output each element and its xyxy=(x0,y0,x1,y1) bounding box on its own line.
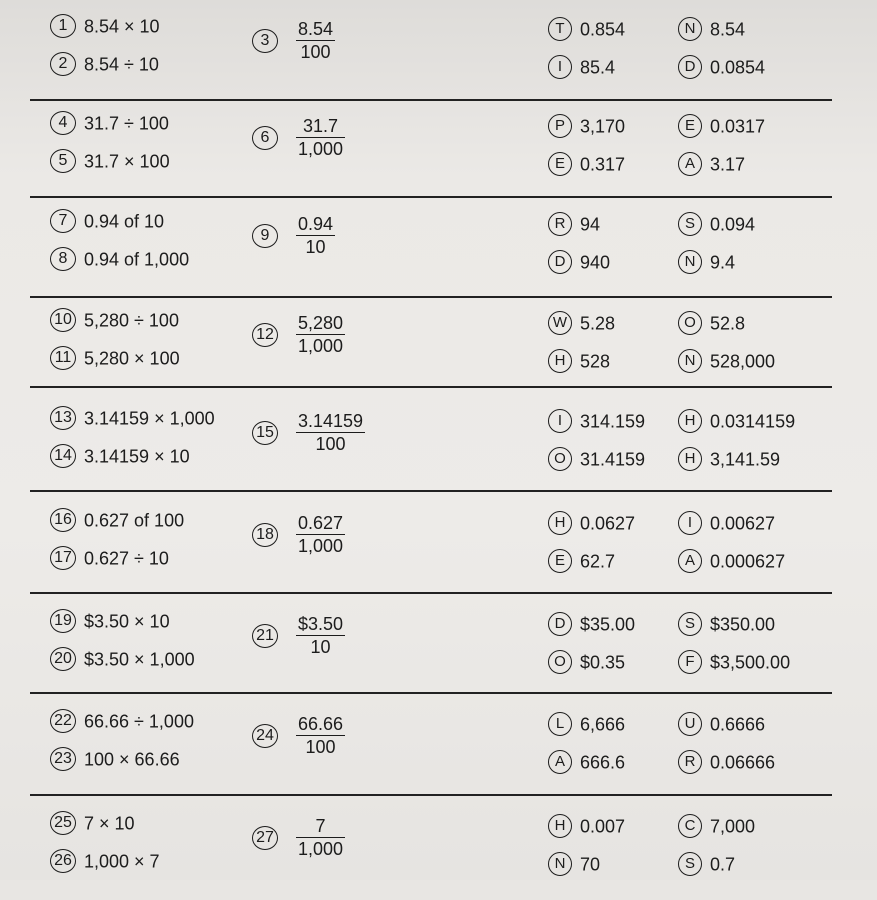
answer-value: 31.4159 xyxy=(580,449,646,470)
answer-value: 940 xyxy=(580,252,611,273)
fraction-numerator: 66.66 xyxy=(298,714,344,734)
problem-number: 25 xyxy=(50,811,76,835)
answer-value: 52.8 xyxy=(710,313,746,334)
answer-value: 94 xyxy=(580,214,601,235)
answer-value: 3.17 xyxy=(710,154,746,175)
answer-value: $35.00 xyxy=(580,614,636,635)
problem-number: 16 xyxy=(50,508,76,532)
answer-value: 3,141.59 xyxy=(710,449,781,470)
answer-letter: F xyxy=(678,650,702,674)
answer-value: 0.000627 xyxy=(710,551,786,572)
problem-number: 26 xyxy=(50,849,76,873)
problem-item xyxy=(50,208,164,233)
answer-choice xyxy=(548,310,615,335)
fraction-numerator: 3.14159 xyxy=(298,411,364,431)
answer-letter: L xyxy=(548,712,572,736)
problem-item xyxy=(50,545,169,570)
problem-item xyxy=(50,110,169,135)
answer-letter: R xyxy=(548,212,572,236)
problem-number: 8 xyxy=(50,247,76,271)
answer-choice xyxy=(678,548,785,573)
answer-value: 0.094 xyxy=(710,214,756,235)
answer-value: $3,500.00 xyxy=(710,652,791,673)
problem-section xyxy=(0,603,877,698)
answer-choice xyxy=(548,408,645,433)
answer-choice xyxy=(548,813,625,838)
answer-letter: N xyxy=(678,349,702,373)
problem-section xyxy=(0,302,877,397)
answer-letter: H xyxy=(678,409,702,433)
answer-value: 0.0317 xyxy=(710,116,766,137)
answer-letter: O xyxy=(548,650,572,674)
answer-choice xyxy=(548,211,600,236)
answer-letter: I xyxy=(548,55,572,79)
problem-number: 14 xyxy=(50,444,76,468)
answer-letter: N xyxy=(548,852,572,876)
answer-choice xyxy=(678,813,755,838)
fraction-denominator: 10 xyxy=(305,237,326,257)
problem-item xyxy=(50,148,170,173)
answer-choice xyxy=(548,711,625,736)
fraction-denominator: 1,000 xyxy=(298,839,344,859)
answer-choice xyxy=(678,851,735,876)
problem-number: 20 xyxy=(50,647,76,671)
fraction-problem xyxy=(252,18,335,63)
section-divider xyxy=(30,386,832,388)
problem-expression: 31.7 ÷ 100 xyxy=(84,113,169,134)
problem-expression: 8.54 ÷ 10 xyxy=(84,54,159,75)
problem-number: 27 xyxy=(252,826,278,850)
section-divider xyxy=(30,794,832,796)
answer-value: 0.6666 xyxy=(710,714,766,735)
answer-choice xyxy=(548,54,615,79)
fraction xyxy=(296,312,345,357)
problem-item xyxy=(50,307,179,332)
fraction-problem xyxy=(252,410,365,455)
answer-value: 0.0627 xyxy=(580,513,636,534)
answer-value: 0.317 xyxy=(580,154,626,175)
fraction-denominator: 1,000 xyxy=(298,139,344,159)
answer-value: 528,000 xyxy=(710,351,776,372)
problem-expression: $3.50 × 10 xyxy=(84,611,170,632)
problem-section xyxy=(0,805,877,900)
fraction-denominator: 1,000 xyxy=(298,536,344,556)
fraction-numerator: 31.7 xyxy=(296,115,345,138)
section-divider xyxy=(30,592,832,594)
answer-letter: H xyxy=(678,447,702,471)
problem-item xyxy=(50,810,135,835)
answer-choice xyxy=(548,348,610,373)
answer-choice xyxy=(678,113,765,138)
problem-number: 22 xyxy=(50,709,76,733)
answer-letter: N xyxy=(678,17,702,41)
problem-expression: 0.94 of 1,000 xyxy=(84,249,190,270)
answer-value: $0.35 xyxy=(580,652,626,673)
answer-choice xyxy=(678,54,765,79)
answer-value: 314.159 xyxy=(580,411,646,432)
problem-item xyxy=(50,13,160,38)
answer-value: 0.7 xyxy=(710,854,736,875)
answer-value: 0.0314159 xyxy=(710,411,796,432)
fraction-numerator: 0.627 xyxy=(298,513,344,533)
answer-letter: O xyxy=(548,447,572,471)
problem-number: 6 xyxy=(252,126,278,150)
answer-choice xyxy=(678,211,755,236)
answer-letter: P xyxy=(548,114,572,138)
section-divider xyxy=(30,99,832,101)
fraction-denominator: 10 xyxy=(310,637,331,657)
answer-letter: E xyxy=(678,114,702,138)
answer-value: 6,666 xyxy=(580,714,626,735)
answer-letter: I xyxy=(548,409,572,433)
fraction xyxy=(296,410,365,455)
answer-letter: U xyxy=(678,712,702,736)
answer-value: 62.7 xyxy=(580,551,616,572)
answer-letter: S xyxy=(678,212,702,236)
problem-number: 7 xyxy=(50,209,76,233)
fraction-problem xyxy=(252,213,335,258)
answer-choice xyxy=(548,16,625,41)
problem-number: 18 xyxy=(252,523,278,547)
problem-expression: $3.50 × 1,000 xyxy=(84,649,195,670)
problem-item xyxy=(50,608,170,633)
answer-letter: C xyxy=(678,814,702,838)
problem-section xyxy=(0,703,877,798)
problem-number: 17 xyxy=(50,546,76,570)
problem-expression: 0.627 of 100 xyxy=(84,510,185,531)
fraction-problem xyxy=(252,815,345,860)
answer-value: 9.4 xyxy=(710,252,736,273)
answer-letter: E xyxy=(548,549,572,573)
problem-item xyxy=(50,708,194,733)
answer-letter: S xyxy=(678,612,702,636)
answer-choice xyxy=(678,310,745,335)
problem-number: 9 xyxy=(252,224,278,248)
problem-expression: 66.66 ÷ 1,000 xyxy=(84,711,194,732)
answer-letter: A xyxy=(678,549,702,573)
answer-value: $350.00 xyxy=(710,614,776,635)
answer-letter: S xyxy=(678,852,702,876)
answer-value: 85.4 xyxy=(580,57,616,78)
answer-letter: R xyxy=(678,750,702,774)
problem-number: 15 xyxy=(252,421,278,445)
problem-expression: 8.54 × 10 xyxy=(84,16,160,37)
problem-item xyxy=(50,646,195,671)
problem-item xyxy=(50,405,215,430)
answer-value: 5.28 xyxy=(580,313,616,334)
problem-number: 2 xyxy=(50,52,76,76)
answer-letter: A xyxy=(548,750,572,774)
answer-choice xyxy=(678,348,775,373)
problem-number: 10 xyxy=(50,308,76,332)
answer-choice xyxy=(678,649,790,674)
problem-number: 1 xyxy=(50,14,76,38)
answer-value: 70 xyxy=(580,854,601,875)
problem-item xyxy=(50,443,190,468)
fraction-problem xyxy=(252,312,345,357)
problem-section xyxy=(0,502,877,597)
answer-value: 0.007 xyxy=(580,816,626,837)
problem-number: 3 xyxy=(252,29,278,53)
answer-value: 666.6 xyxy=(580,752,626,773)
problem-item xyxy=(50,746,180,771)
answer-choice xyxy=(548,851,600,876)
answer-choice xyxy=(548,649,625,674)
answer-letter: H xyxy=(548,814,572,838)
answer-choice xyxy=(678,16,745,41)
answer-choice xyxy=(678,510,775,535)
fraction xyxy=(296,613,345,658)
problem-number: 13 xyxy=(50,406,76,430)
answer-value: 8.54 xyxy=(710,19,746,40)
answer-letter: D xyxy=(678,55,702,79)
answer-letter: D xyxy=(548,250,572,274)
fraction-problem xyxy=(252,613,345,658)
problem-expression: 0.627 ÷ 10 xyxy=(84,548,169,569)
answer-choice xyxy=(548,510,635,535)
problem-expression: 1,000 × 7 xyxy=(84,851,160,872)
problem-expression: 100 × 66.66 xyxy=(84,749,180,770)
problem-expression: 3.14159 × 1,000 xyxy=(84,408,215,429)
fraction-denominator: 1,000 xyxy=(298,336,344,356)
answer-value: 0.0854 xyxy=(710,57,766,78)
answer-choice xyxy=(548,249,610,274)
problem-section xyxy=(0,203,877,298)
answer-letter: E xyxy=(548,152,572,176)
fraction-numerator: 8.54 xyxy=(298,19,334,39)
problem-section xyxy=(0,8,877,103)
problem-item xyxy=(50,507,184,532)
fraction-problem xyxy=(252,115,345,160)
problem-item xyxy=(50,848,160,873)
answer-value: 3,170 xyxy=(580,116,626,137)
answer-value: 0.06666 xyxy=(710,752,776,773)
answer-letter: D xyxy=(548,612,572,636)
section-divider xyxy=(30,296,832,298)
answer-letter: I xyxy=(678,511,702,535)
answer-value: 528 xyxy=(580,351,611,372)
problem-section xyxy=(0,105,877,200)
problem-section xyxy=(0,400,877,495)
problem-number: 4 xyxy=(50,111,76,135)
answer-letter: A xyxy=(678,152,702,176)
fraction-numerator: $3.50 xyxy=(298,614,344,634)
problem-item xyxy=(50,246,189,271)
problem-number: 5 xyxy=(50,149,76,173)
fraction-denominator: 100 xyxy=(305,737,336,757)
fraction xyxy=(296,815,345,860)
problem-item xyxy=(50,51,159,76)
answer-choice xyxy=(548,151,625,176)
problem-number: 21 xyxy=(252,624,278,648)
fraction-problem xyxy=(252,512,345,557)
fraction-denominator: 100 xyxy=(300,42,331,62)
fraction-numerator: 7 xyxy=(296,815,345,838)
answer-letter: H xyxy=(548,511,572,535)
answer-choice xyxy=(548,611,635,636)
fraction-denominator: 100 xyxy=(315,434,346,454)
problem-number: 12 xyxy=(252,323,278,347)
answer-letter: N xyxy=(678,250,702,274)
answer-value: 0.854 xyxy=(580,19,626,40)
answer-choice xyxy=(678,151,745,176)
answer-value: 7,000 xyxy=(710,816,756,837)
answer-choice xyxy=(678,408,795,433)
answer-letter: O xyxy=(678,311,702,335)
answer-choice xyxy=(548,548,615,573)
fraction xyxy=(296,213,335,258)
answer-choice xyxy=(678,749,775,774)
problem-number: 24 xyxy=(252,724,278,748)
fraction xyxy=(296,18,335,63)
answer-choice xyxy=(678,711,765,736)
problem-expression: 5,280 ÷ 100 xyxy=(84,310,179,331)
fraction-numerator: 0.94 xyxy=(298,214,334,234)
problem-expression: 0.94 of 10 xyxy=(84,211,165,232)
answer-choice xyxy=(548,446,645,471)
answer-choice xyxy=(678,611,775,636)
fraction xyxy=(296,512,345,557)
problem-expression: 31.7 × 100 xyxy=(84,151,170,172)
section-divider xyxy=(30,692,832,694)
answer-choice xyxy=(678,446,780,471)
fraction xyxy=(296,713,345,758)
fraction-problem xyxy=(252,713,345,758)
fraction xyxy=(296,115,345,160)
section-divider xyxy=(30,196,832,198)
problem-item xyxy=(50,345,180,370)
answer-choice xyxy=(678,249,735,274)
answer-choice xyxy=(548,113,625,138)
problem-expression: 5,280 × 100 xyxy=(84,348,180,369)
problem-expression: 3.14159 × 10 xyxy=(84,446,190,467)
problem-number: 19 xyxy=(50,609,76,633)
answer-letter: H xyxy=(548,349,572,373)
problem-number: 11 xyxy=(50,346,76,370)
section-divider xyxy=(30,490,832,492)
answer-letter: W xyxy=(548,311,572,335)
answer-value: 0.00627 xyxy=(710,513,776,534)
answer-letter: T xyxy=(548,17,572,41)
problem-expression: 7 × 10 xyxy=(84,813,135,834)
problem-number: 23 xyxy=(50,747,76,771)
answer-choice xyxy=(548,749,625,774)
fraction-numerator: 5,280 xyxy=(298,313,344,333)
